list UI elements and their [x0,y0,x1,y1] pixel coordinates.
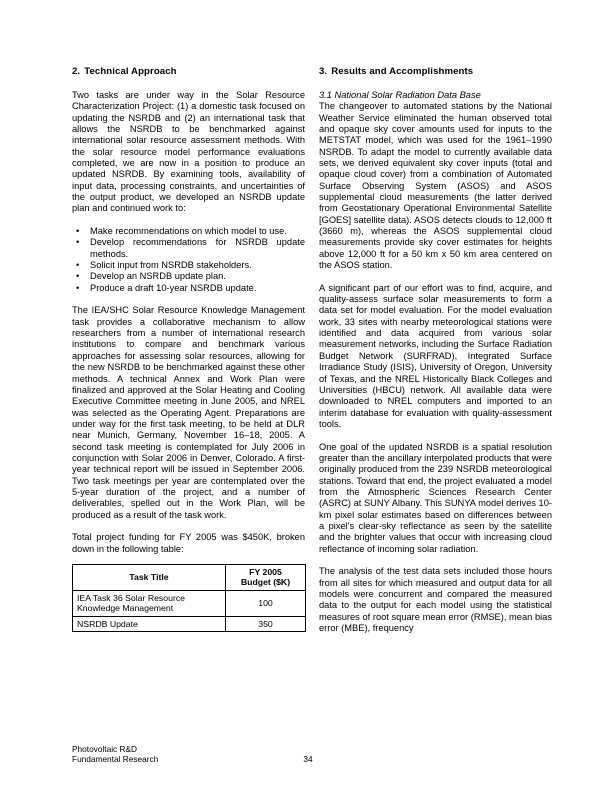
table-header-budget-line1: FY 2005 [249,566,282,577]
paragraph-analysis: The analysis of the test data sets included those hours from all sites for which measured and output data for all models were concurrent and compared the measured data to the output for each model using the statistical measures of root square mean error (RMSE), mean bias error (MBE), frequency [319,566,552,633]
table-header-budget-line2: Budget ($K) [240,577,291,588]
section-title: Technical Approach [84,66,177,77]
section-heading-technical-approach [72,66,305,78]
right-column [319,66,552,726]
subsection-heading-nsrdb: 3.1 National Solar Radiation Data Base [319,90,481,100]
paragraph-two-tasks: Two tasks are under way in the Solar Resource Characterization Project: (1) a domestic task focused on updating the NSRDB and (2) an international task that allows the NSRDB to be benchmarked against international solar resource assessment methods. With the solar resource model performance evaluations completed, we are now in a position to produce an updated NSRDB. By examining tools, availability of input data, processing constraints, and uncertainties of the output product, we developed an NSRDB update plan and continued work to: [72,90,305,214]
list-item [72,271,305,282]
list-item [72,283,305,294]
paragraph-changeover: The changeover to automated stations by the National Weather Service eliminated the human observed total and opaque sky cover amounts used for inputs to the METSTAT model, which was used for the 1961–1990 NSRDB. To adapt the model to currently available data sets, we derived equivalent sky cover inputs (total and opaque cloud cover) from a combination of Automated Surface Observing System (ASOS) and ASOS supplemental cloud measurements (the latter derived from Geostationary Operational Environmental Satellite [GOES] satellite data). ASOS detects clouds to 12,000 ft (3660 m), whereas the ASOS supplemental cloud measurements provide sky cover estimates for heights above 12,000 ft for a 50 km x 50 km area centered on the ASOS station. [319,101,552,271]
table-header-row [73,564,306,590]
two-column-body [72,66,552,726]
list-item-label: Solicit input from NSRDB stakeholders. [90,260,252,271]
section-number: 3. [319,66,328,77]
section-title: Results and Accomplishments [331,66,474,77]
table-cell-task: NSRDB Update [73,616,226,631]
list-item [72,237,305,260]
list-item-label: Develop an NSRDB update plan. [90,271,226,282]
list-item-label: Make recommendations on which model to use. [90,226,287,237]
bullet-icon: • [76,260,80,271]
section-heading-results [319,66,552,78]
budget-table [72,564,306,632]
table-cell-budget: 100 [226,590,306,616]
page-number: 34 [303,753,313,764]
paragraph-one-goal: One goal of the updated NSRDB is a spatial resolution greater than the ancillary interpolated products that were originally produced from the 239 NSRDB meteorological stations. Toward that end, the project evaluated a model from the Atmospheric Sciences Research Center (ASRC) at SUNY Albany. This SUNYA model derives 10-km pixel solar estimates based on differences between a pixel's clear-sky reflectance as seen by the satellite and the brighter values that occur with increasing cloud reflectance of incoming solar radiation. [319,441,552,554]
table-header-budget [226,564,306,590]
section-number: 2. [72,66,81,77]
list-item [72,260,305,271]
footer-subprogram-name: Fundamental Research [72,753,159,764]
bullet-icon: • [76,282,80,293]
table-row [73,590,306,616]
list-item-label: Produce a draft 10-year NSRDB update. [90,282,257,293]
paragraph-significant-effort: A significant part of our effort was to find, acquire, and quality-assess surface solar measurements to form a data set for model evaluation. For the model evaluation work, 33 sites with nearby meteorological stations were identified and data acquired from various solar measurement networks, including the Surface Radiation Budget Network (SURFRAD), Integrated Surface Irradiance Study (ISIS), University of Oregon, University of Texas, and the NREL Historically Black Colleges and Universities (HBCU) network. All available data were downloaded to NREL computers and imported to an interim database for evaluation with quality-assessment tools. [319,282,552,429]
paragraph-total-funding: Total project funding for FY 2005 was $450K, broken down in the following table: [72,532,305,554]
list-item [72,226,305,237]
table-cell-budget: 350 [226,616,306,631]
bullet-list-update-work [72,226,305,294]
list-item-label: Develop recommendations for NSRDB update methods. [90,237,305,259]
table-cell-task: IEA Task 36 Solar Resource Knowledge Management [73,590,226,616]
table-header-task-title: Task Title [73,564,226,590]
paragraph-iea-shc: The IEA/SHC Solar Resource Knowledge Management task provides a collaborative mechanism to allow researchers from a number of international research institutions to compare and benchmark various approaches for assessing solar resources, allowing for the new NSRDB to be benchmarked against these other methods. A technical Annex and Work Plan were finalized and approved at the Solar Heating and Cooling Executive Committee meeting in June 2005, and NREL was selected as the Operating Agent. Preparations are under way for the first task meeting, to be held at DLR near Munich, Germany, November 16–18, 2005. A second task meeting is contemplated for July 2006 in conjunction with Solar 2006 in Denver, Colorado. A first-year technical report will be issued in September 2006. Two task meetings per year are contemplated over the 5-year duration of the project, and a number of deliverables, spelled out in the Work Plan, will be produced as a result of the task work. [72,305,305,520]
bullet-icon: • [76,237,80,248]
page-footer [72,745,552,775]
bullet-icon: • [76,226,80,237]
bullet-icon: • [76,271,80,282]
footer-program-name: Photovoltaic R&D [72,744,138,754]
table-row [73,616,306,631]
left-column [72,66,305,726]
